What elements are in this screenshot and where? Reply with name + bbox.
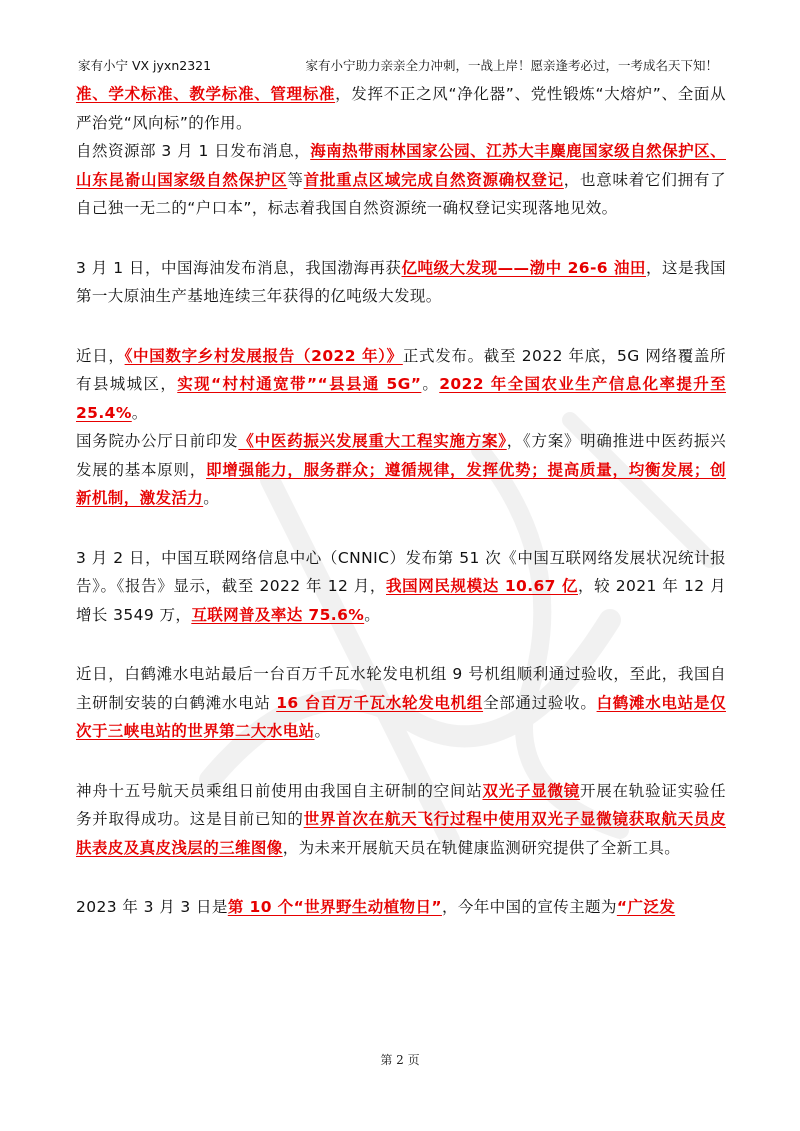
body-text: 近日，白鹤滩水电站最后一台百万千瓦水轮发电机组 9 号机组顺利通过验收，至此，我国自主研制安装的白鹤滩水电站 bbox=[76, 665, 726, 712]
highlighted-text: 双光子显微镜 bbox=[482, 781, 581, 800]
highlighted-text: 亿吨级大发现——渤中 26-6 油田 bbox=[401, 258, 646, 277]
highlighted-text: 我国网民规模达 10.67 亿 bbox=[386, 577, 578, 595]
body-text: 。 bbox=[203, 489, 220, 507]
paragraph bbox=[76, 427, 726, 513]
body-text: 自然资源部 3 月 1 日发布消息， bbox=[76, 142, 311, 160]
paragraph bbox=[76, 342, 726, 428]
body-text: 3 月 2 日，中国互联网络信息中心（CNNIC）发布第 51 次《中国互联网络发展状况统计报告》。《报告》显示，截至 2022 年 12 月， bbox=[76, 548, 726, 595]
highlighted-text: 2022 年全国农业生产信息化率提升至 25.4% bbox=[76, 375, 727, 422]
body-text: 。 bbox=[314, 722, 331, 740]
body-text: ，发挥不正之风“净化器”、党性锻炼“大熔炉”、全面从严治党“风向标”的作用。 bbox=[76, 85, 726, 132]
body-text: 全部通过验收。 bbox=[483, 693, 597, 712]
body-text: 。 bbox=[364, 605, 381, 624]
highlighted-text: 第 10 个“世界野生动植物日” bbox=[227, 898, 442, 916]
paragraph bbox=[76, 254, 726, 311]
highlighted-text: 准、学术标准、教学标准、管理标准 bbox=[76, 85, 336, 103]
highlighted-text: 世界首次在航天飞行过程中使用双光子显微镜获取航天员皮肤表皮及真皮浅层的三维图像 bbox=[76, 810, 726, 857]
body-text: ，为未来开展航天员在轨健康监测研究提供了全新工具。 bbox=[282, 838, 681, 857]
paragraph bbox=[76, 544, 726, 630]
body-text: 。 bbox=[131, 403, 148, 422]
body-text: ，也意味着它们拥有了自己独一无二的“户口本”，标志着我国自然资源统一确权登记实现落地见效。 bbox=[76, 170, 726, 217]
highlighted-text: 互联网普及率达 75.6% bbox=[191, 605, 365, 624]
header-right-text: 家有小宁助力亲亲全力冲刺，一战上岸！愿亲逢考必过，一考成名天下知！ bbox=[305, 58, 718, 73]
body-text: 3 月 1 日，中国海油发布消息，我国渤海再获 bbox=[76, 258, 402, 277]
highlighted-text: 即增强能力，服务群众；遵循规律，发挥优势；提高质量，均衡发展；创新机制，激发活力 bbox=[76, 460, 726, 507]
paragraph bbox=[76, 80, 726, 137]
highlighted-text: 16 台百万千瓦水轮发电机组 bbox=[276, 693, 484, 712]
highlighted-text: “广泛发 bbox=[616, 898, 676, 916]
page-number: 第 2 页 bbox=[380, 1053, 420, 1067]
highlighted-text: 海南热带雨林国家公园、江苏大丰麋鹿国家级自然保护区、山东昆嵛山国家级自然保护区 bbox=[76, 142, 726, 189]
page-header bbox=[78, 56, 718, 78]
paragraph bbox=[76, 893, 726, 922]
paragraph bbox=[76, 137, 726, 223]
body-text: 开展在轨验证实验任务并取得成功。这是目前已知的 bbox=[76, 781, 726, 828]
highlighted-text: 实现“村村通宽带”“县县通 5G” bbox=[177, 375, 422, 393]
highlighted-text: 《中国数字乡村发展报告（2022 年）》 bbox=[124, 346, 403, 365]
document-body bbox=[76, 80, 726, 922]
body-text: 近日， bbox=[76, 346, 125, 365]
body-text: 等 bbox=[287, 170, 304, 189]
body-text: ，今年中国的宣传主题为 bbox=[441, 898, 617, 916]
body-text: 国务院办公厅日前印发 bbox=[76, 432, 239, 450]
body-text: ，《方案》明确推进中医药振兴发展的基本原则， bbox=[76, 432, 726, 479]
body-text: ，较 2021 年 12 月增长 3549 万， bbox=[76, 577, 726, 624]
highlighted-text: 白鹤滩水电站是仅次于三峡电站的世界第二大水电站 bbox=[76, 693, 726, 740]
header-left-text: 家有小宁 VX jyxn2321 bbox=[78, 58, 212, 73]
highlighted-text: 《中医药振兴发展重大工程实施方案》 bbox=[238, 432, 507, 450]
body-text: 神舟十五号航天员乘组日前使用由我国自主研制的空间站 bbox=[76, 781, 483, 800]
highlighted-text: 首批重点区域完成自然资源确权登记 bbox=[303, 170, 564, 189]
paragraph bbox=[76, 660, 726, 746]
paragraph bbox=[76, 777, 726, 863]
body-text: 。 bbox=[421, 375, 440, 393]
body-text: 正式发布。截至 2022 年底，5G 网络覆盖所有县城城区， bbox=[76, 346, 727, 393]
body-text: 2023 年 3 月 3 日是 bbox=[76, 898, 228, 916]
body-text: ，这是我国第一大原油生产基地连续三年获得的亿吨级大发现。 bbox=[76, 258, 726, 305]
